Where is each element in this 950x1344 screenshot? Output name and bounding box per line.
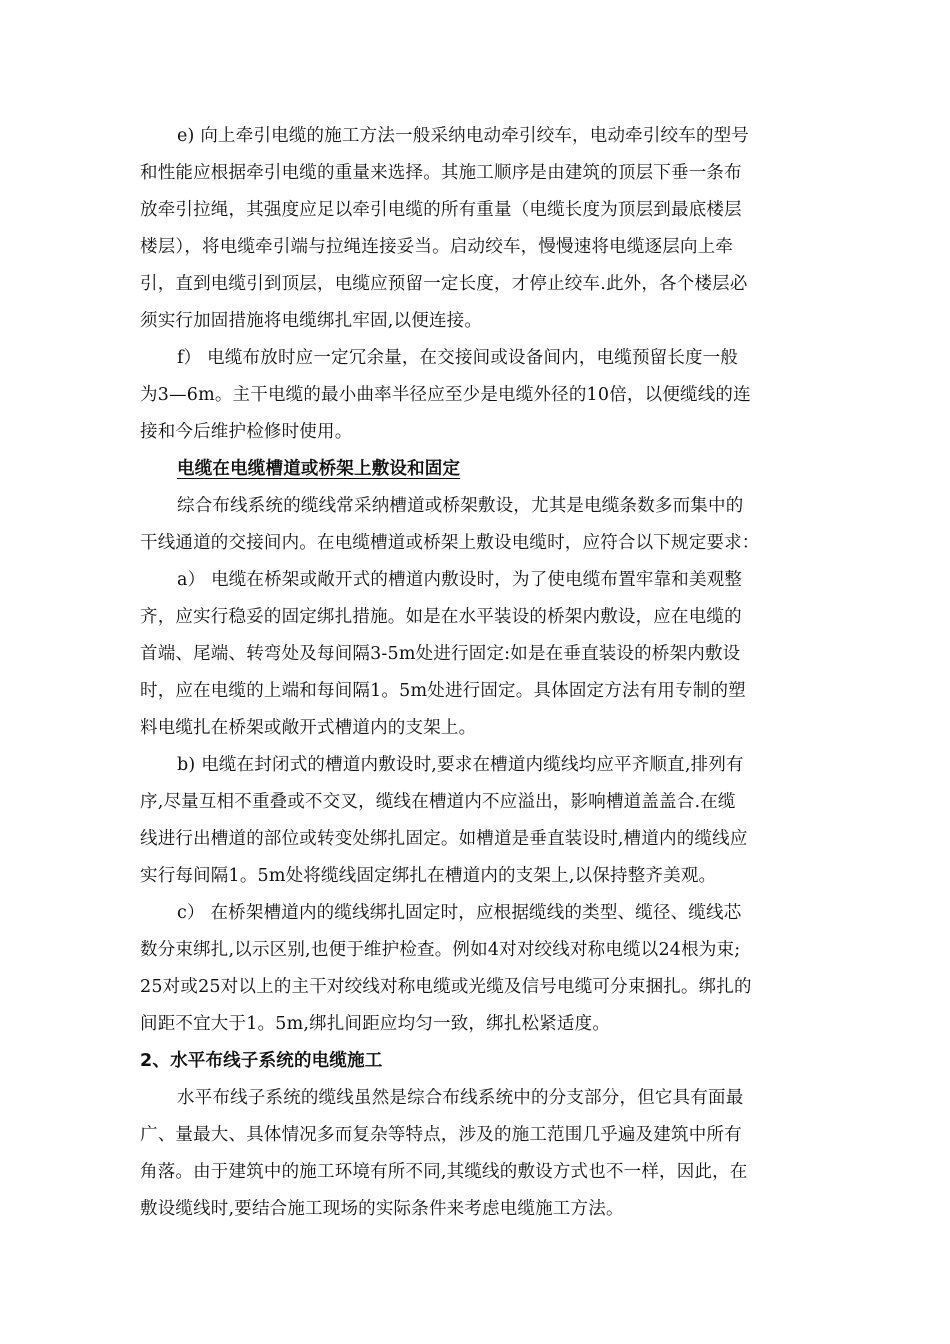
text-line: 序,尽量互相不重叠或不交叉，缆线在槽道内不应溢出，影响槽道盖盖合.在缆 — [140, 792, 736, 812]
text-line: 间距不宜大于1。5m,绑扎间距应均匀一致，绑扎松紧适度。 — [140, 1014, 611, 1034]
text-line: 25对或25对以上的主干对绞线对称电缆或光缆及信号电缆可分束捆扎。绑扎的 — [140, 977, 752, 997]
text-line: 广、量最大、具体情况多而复杂等特点，涉及的施工范围几乎遍及建筑中所有 — [140, 1125, 742, 1145]
text-line: 敷设缆线时,要结合施工现场的实际条件来考虑电缆施工方法。 — [140, 1199, 624, 1219]
section-heading: 2、水平布线子系统的电缆施工 — [140, 1051, 383, 1071]
text-line: 实行每间隔1。5m处将缆线固定绑扎在槽道内的支架上,以保持整齐美观。 — [140, 866, 717, 886]
text-line: 和性能应根据牵引电缆的重量来选择。其施工顺序是由建筑的顶层下垂一条布 — [140, 163, 742, 183]
text-line: 引，直到电缆引到顶层，电缆应预留一定长度，才停止绞车.此外，各个楼层必 — [140, 274, 748, 294]
text-line: 料电缆扎在桥架或敞开式槽道内的支架上。 — [140, 718, 477, 738]
section-heading: 电缆在电缆槽道或桥架上敷设和固定 — [177, 459, 461, 479]
text-line: 线进行出槽道的部位或转变处绑扎固定。如槽道是垂直装设时,槽道内的缆线应 — [140, 829, 748, 849]
text-line: 放牵引拉绳，其强度应足以牵引电缆的所有重量（电缆长度为顶层到最底楼层 — [140, 200, 742, 220]
text-line: e) 向上牵引电缆的施工方法一般采纳电动牵引绞车，电动牵引绞车的型号 — [177, 126, 750, 146]
text-line: 水平布线子系统的缆线虽然是综合布线系统中的分支部分，但它具有面最 — [177, 1088, 744, 1108]
text-line: 数分束绑扎,以示区别,也便于维护检查。例如4对对绞线对称电缆以24根为束; — [140, 940, 741, 960]
text-line: b) 电缆在封闭式的槽道内敷设时,要求在槽道内缆线均应平齐顺直,排列有 — [177, 755, 744, 775]
text-line: 齐，应实行稳妥的固定绑扎措施。如是在水平装设的桥架内敷设，应在电缆的 — [140, 607, 742, 627]
text-line: c） 在桥架槽道内的缆线绑扎固定时，应根据缆线的类型、缆径、缆线芯 — [177, 903, 742, 923]
text-line: 接和今后维护检修时使用。 — [140, 422, 353, 442]
text-line: 干线通道的交接间内。在电缆槽道或桥架上敷设电缆时，应符合以下规定要求： — [140, 533, 760, 553]
text-line: 须实行加固措施将电缆绑扎牢固,以便连接。 — [140, 311, 483, 331]
text-line: f） 电缆布放时应一定冗余量，在交接间或设备间内，电缆预留长度一般 — [177, 348, 739, 368]
text-line: 综合布线系统的缆线常采纳槽道或桥架敷设，尤其是电缆条数多而集中的 — [177, 496, 744, 516]
text-line: 为3—6m。主干电缆的最小曲率半径应至少是电缆外径的10倍，以便缆线的连 — [140, 385, 751, 405]
text-line: 楼层），将电缆牵引端与拉绳连接妥当。启动绞车，慢慢速将电缆逐层向上牵 — [140, 237, 734, 257]
text-line: a） 电缆在桥架或敞开式的槽道内敷设时，为了使电缆布置牢靠和美观整 — [177, 570, 743, 590]
document-body — [140, 118, 812, 1228]
text-line: 角落。由于建筑中的施工环境有所不同,其缆线的敷设方式也不一样，因此，在 — [140, 1162, 748, 1182]
text-line: 首端、尾端、转弯处及每间隔3-5m处进行固定:如是在垂直装设的桥架内敷设 — [140, 644, 741, 664]
text-line: 时，应在电缆的上端和每间隔1。5m处进行固定。具体固定方法有用专制的塑 — [140, 681, 746, 701]
